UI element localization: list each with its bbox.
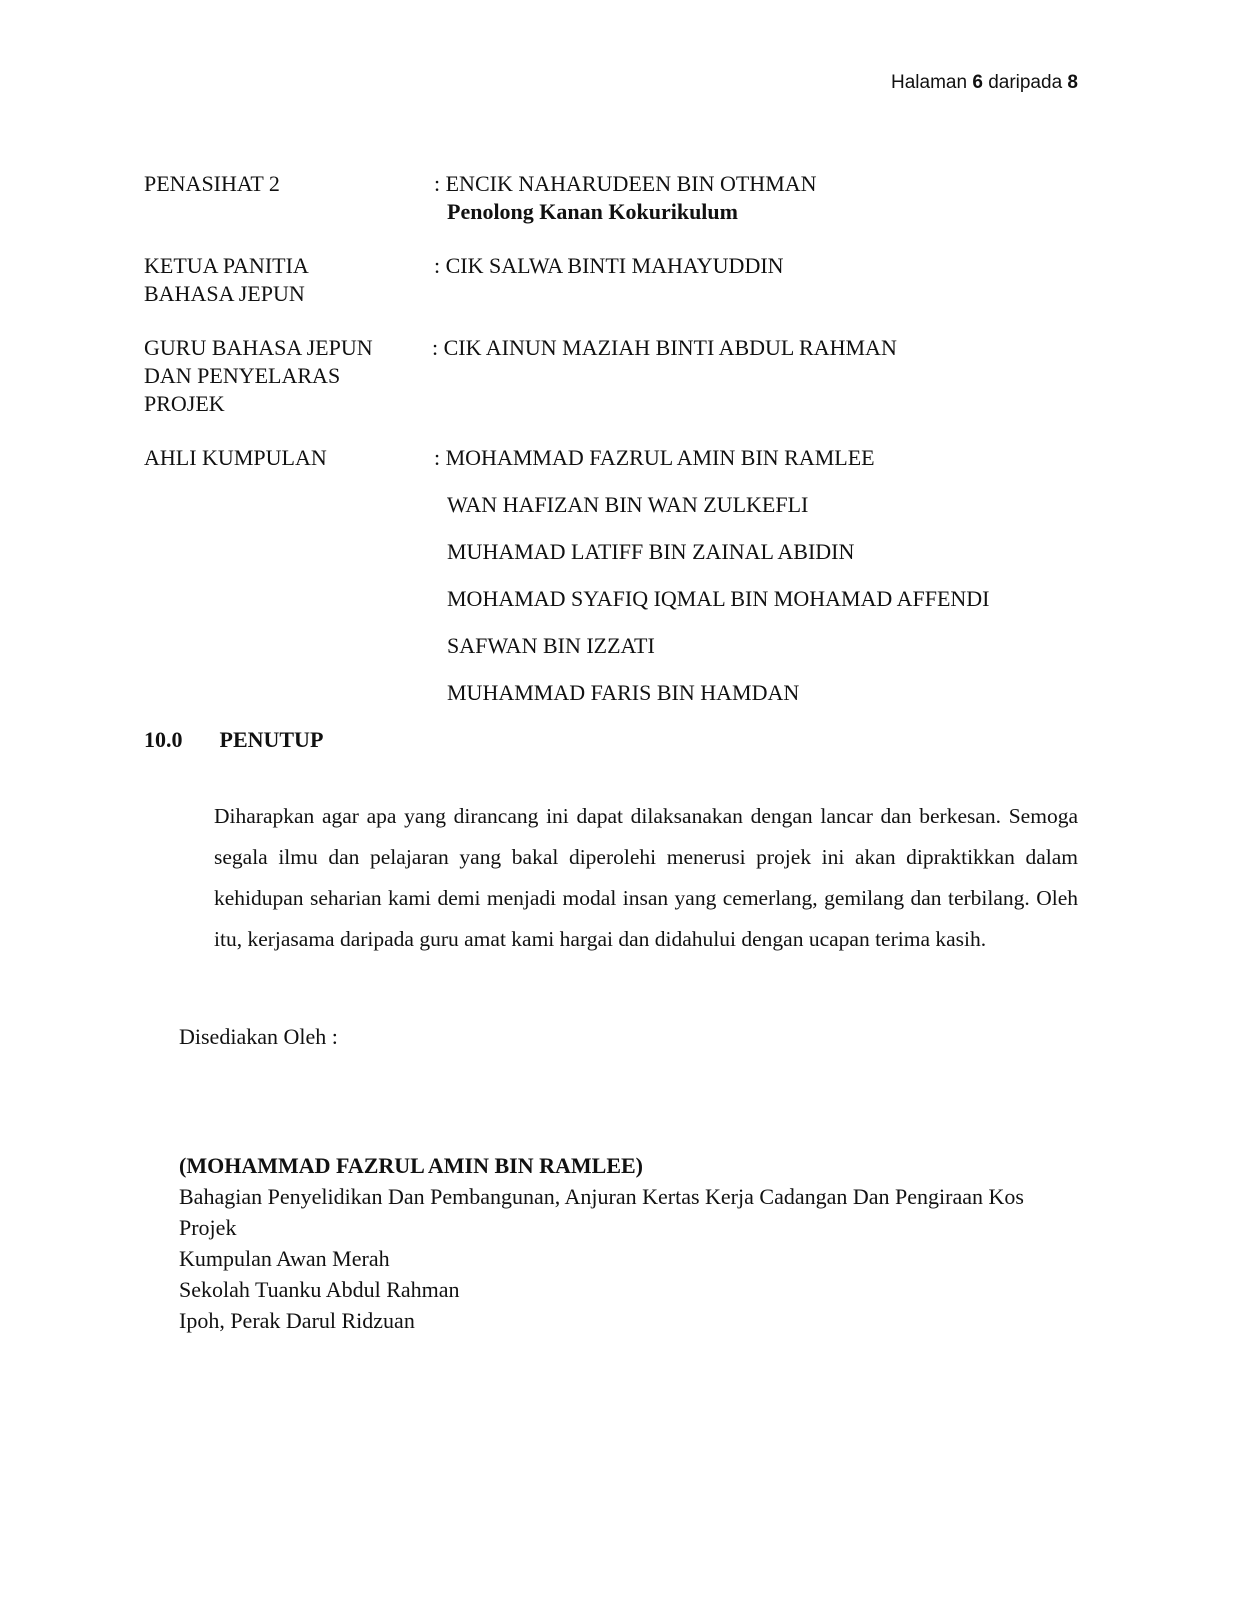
member-item: MUHAMAD LATIFF BIN ZAINAL ABIDIN xyxy=(447,539,855,564)
member-item: WAN HAFIZAN BIN WAN ZULKEFLI xyxy=(447,492,809,517)
advisor-value xyxy=(434,170,817,226)
page-number xyxy=(891,72,1078,94)
signature-block xyxy=(179,1150,1059,1336)
section-number: 10.0 xyxy=(144,727,183,752)
closing-paragraph: Diharapkan agar apa yang dirancang ini dapat dilaksanakan dengan lancar dan berkesan. Semoga segala ilmu dan pelajaran yang bakal diperolehi menerusi projek ini akan dipraktikkan dalam kehidupan seharian kami demi menjadi modal insan yang cemerlang, gemilang dan terbilang. Oleh itu, kerjasama daripada guru amat kami hargai dan didahului dengan ucapan terima kasih. xyxy=(214,804,1078,951)
section-heading xyxy=(144,726,323,754)
member-item: MUHAMMAD FARIS BIN HAMDAN xyxy=(447,680,800,705)
teacher-label-line: DAN PENYELARAS xyxy=(144,363,341,388)
section-title: PENUTUP xyxy=(219,727,324,752)
prepared-by-label: Disediakan Oleh : xyxy=(179,1024,338,1049)
advisor-subtitle: Penolong Kanan Kokurikulum xyxy=(447,199,738,224)
signatory-role: Bahagian Penyelidikan Dan Pembangunan, Anjuran Kertas Kerja Cadangan Dan Pengiraan Kos Projek xyxy=(179,1184,1024,1240)
members-label: AHLI KUMPULAN xyxy=(144,445,327,470)
signatory-group: Kumpulan Awan Merah xyxy=(179,1246,390,1271)
page-middle: daripada xyxy=(988,72,1063,93)
page-prefix: Halaman xyxy=(891,72,968,93)
teacher-label-line: PROJEK xyxy=(144,391,225,416)
member-item: MOHAMAD SYAFIQ IQMAL BIN MOHAMAD AFFENDI xyxy=(447,586,990,611)
total-pages: 8 xyxy=(1067,72,1078,93)
member-first: : MOHAMMAD FAZRUL AMIN BIN RAMLEE xyxy=(434,445,875,470)
teacher-label-line: GURU BAHASA JEPUN xyxy=(144,335,373,360)
member-item: SAFWAN BIN IZZATI xyxy=(447,633,655,658)
signatory-name: (MOHAMMAD FAZRUL AMIN BIN RAMLEE) xyxy=(179,1153,644,1178)
teacher-label xyxy=(144,334,434,418)
advisor-name: : ENCIK NAHARUDEEN BIN OTHMAN xyxy=(434,171,817,196)
current-page: 6 xyxy=(972,72,983,93)
signatory-school: Sekolah Tuanku Abdul Rahman xyxy=(179,1277,460,1302)
panel-head-label-line: KETUA PANITIA xyxy=(144,253,309,278)
panel-head-label-line: BAHASA JEPUN xyxy=(144,281,305,306)
panel-head-label xyxy=(144,252,434,308)
advisor-label: PENASIHAT 2 xyxy=(144,171,280,196)
signatory-location: Ipoh, Perak Darul Ridzuan xyxy=(179,1308,415,1333)
teacher-value: : CIK AINUN MAZIAH BINTI ABDUL RAHMAN xyxy=(432,335,897,360)
panel-head-value: : CIK SALWA BINTI MAHAYUDDIN xyxy=(434,253,784,278)
